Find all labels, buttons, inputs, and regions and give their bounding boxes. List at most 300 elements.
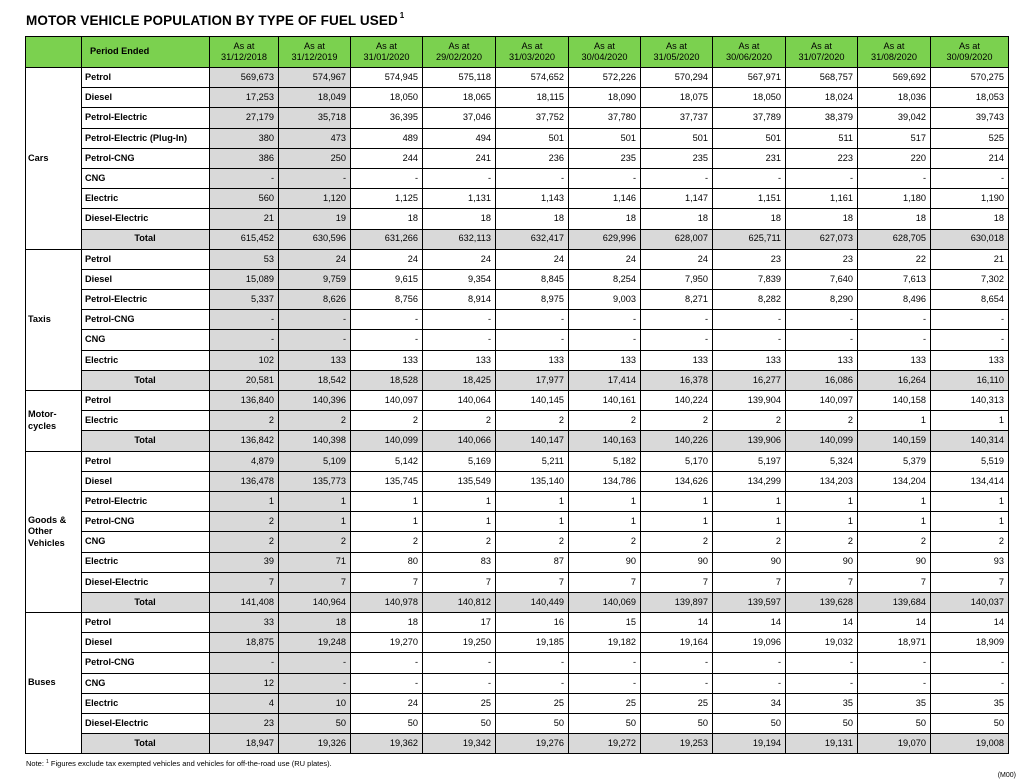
fuel-type-label: Diesel-Electric [82, 572, 210, 592]
value-cell: 80 [351, 552, 423, 572]
value-cell: 135,140 [496, 471, 569, 491]
value-cell: 22 [858, 249, 931, 269]
value-cell: - [713, 673, 786, 693]
value-cell: 1 [496, 491, 569, 511]
value-cell: 35 [858, 693, 931, 713]
value-cell: 136,478 [210, 471, 279, 491]
value-cell: 7,950 [641, 269, 713, 289]
value-cell: 18,971 [858, 633, 931, 653]
value-cell: 133 [641, 350, 713, 370]
value-cell: - [569, 330, 641, 350]
value-cell: 18 [279, 613, 351, 633]
value-cell: 19,164 [641, 633, 713, 653]
value-cell: 18,024 [786, 88, 858, 108]
table-header [26, 37, 1009, 68]
value-cell: 615,452 [210, 229, 279, 249]
value-cell: 140,099 [786, 431, 858, 451]
value-cell: 134,299 [713, 471, 786, 491]
table-row [26, 471, 1009, 491]
value-cell: 1 [279, 512, 351, 532]
value-cell: 2 [569, 411, 641, 431]
value-cell: 24 [641, 249, 713, 269]
value-cell: 18,115 [496, 88, 569, 108]
period-column-header: As at 31/12/2019 [279, 37, 351, 68]
value-cell: 18,065 [423, 88, 496, 108]
value-cell: 2 [210, 411, 279, 431]
value-cell: - [858, 330, 931, 350]
total-row [26, 734, 1009, 754]
fuel-type-label: Diesel [82, 633, 210, 653]
title-footnote-mark: 1 [399, 11, 405, 20]
period-column-header: As at 31/03/2020 [496, 37, 569, 68]
value-cell: 386 [210, 148, 279, 168]
value-cell: 24 [351, 693, 423, 713]
value-cell: 134,626 [641, 471, 713, 491]
value-cell: 16,110 [931, 370, 1009, 390]
table-row [26, 168, 1009, 188]
value-cell: 140,069 [569, 592, 641, 612]
value-cell: 133 [351, 350, 423, 370]
value-cell: 50 [423, 714, 496, 734]
value-cell: 23 [786, 249, 858, 269]
value-cell: 139,897 [641, 592, 713, 612]
value-cell: 50 [569, 714, 641, 734]
value-cell: 7 [713, 572, 786, 592]
fuel-type-label: CNG [82, 673, 210, 693]
value-cell: 1 [423, 491, 496, 511]
value-cell: 9,003 [569, 290, 641, 310]
value-cell: - [351, 330, 423, 350]
value-cell: 2 [569, 532, 641, 552]
value-cell: 18,909 [931, 633, 1009, 653]
value-cell: 1 [351, 512, 423, 532]
value-cell: 16,264 [858, 370, 931, 390]
value-cell: 12 [210, 673, 279, 693]
value-cell: 140,964 [279, 592, 351, 612]
value-cell: 50 [351, 714, 423, 734]
fuel-type-label: CNG [82, 532, 210, 552]
value-cell: 5,170 [641, 451, 713, 471]
value-cell: 140,812 [423, 592, 496, 612]
value-cell: 14 [786, 613, 858, 633]
table-row [26, 491, 1009, 511]
period-column-header: As at 31/12/2018 [210, 37, 279, 68]
value-cell: 18 [423, 209, 496, 229]
fuel-type-label: Diesel [82, 269, 210, 289]
value-cell: 2 [210, 512, 279, 532]
total-row [26, 431, 1009, 451]
value-cell: - [423, 168, 496, 188]
value-cell: 1 [786, 512, 858, 532]
value-cell: - [931, 673, 1009, 693]
header-corner [26, 37, 82, 68]
value-cell: 1,180 [858, 189, 931, 209]
total-label: Total [82, 370, 210, 390]
table-row [26, 330, 1009, 350]
value-cell: 16,277 [713, 370, 786, 390]
vehicle-group-label: Cars [26, 68, 82, 250]
value-cell: 14 [858, 613, 931, 633]
value-cell: 50 [641, 714, 713, 734]
table-row [26, 209, 1009, 229]
value-cell: 16,378 [641, 370, 713, 390]
value-cell: 83 [423, 552, 496, 572]
value-cell: 71 [279, 552, 351, 572]
value-cell: 5,142 [351, 451, 423, 471]
value-cell: - [423, 310, 496, 330]
fuel-type-label: Petrol-Electric (Plug-In) [82, 128, 210, 148]
value-cell: 1 [931, 411, 1009, 431]
fuel-type-label: Electric [82, 189, 210, 209]
value-cell: 1,146 [569, 189, 641, 209]
value-cell: 5,211 [496, 451, 569, 471]
value-cell: 35 [786, 693, 858, 713]
value-cell: 1 [713, 512, 786, 532]
value-cell: 2 [786, 532, 858, 552]
value-cell: 50 [496, 714, 569, 734]
value-cell: 631,266 [351, 229, 423, 249]
value-cell: 501 [641, 128, 713, 148]
value-cell: 525 [931, 128, 1009, 148]
total-label: Total [82, 431, 210, 451]
value-cell: 18,050 [713, 88, 786, 108]
value-cell: 1,125 [351, 189, 423, 209]
period-column-header: As at 31/08/2020 [858, 37, 931, 68]
table-row [26, 633, 1009, 653]
value-cell: 569,673 [210, 68, 279, 88]
value-cell: 628,007 [641, 229, 713, 249]
value-cell: 18 [931, 209, 1009, 229]
value-cell: 133 [496, 350, 569, 370]
value-cell: 20,581 [210, 370, 279, 390]
value-cell: - [858, 168, 931, 188]
value-cell: 140,313 [931, 391, 1009, 411]
table-row [26, 189, 1009, 209]
period-column-header: As at 31/01/2020 [351, 37, 423, 68]
value-cell: - [569, 310, 641, 330]
value-cell: 1 [858, 491, 931, 511]
value-cell: - [279, 330, 351, 350]
value-cell: 24 [351, 249, 423, 269]
value-cell: 37,789 [713, 108, 786, 128]
value-cell: 18,053 [931, 88, 1009, 108]
value-cell: 17,253 [210, 88, 279, 108]
value-cell: 8,845 [496, 269, 569, 289]
value-cell: 7 [210, 572, 279, 592]
value-cell: 33 [210, 613, 279, 633]
value-cell: 25 [423, 693, 496, 713]
value-cell: 135,773 [279, 471, 351, 491]
value-cell: 139,906 [713, 431, 786, 451]
value-cell: 134,786 [569, 471, 641, 491]
value-cell: 8,914 [423, 290, 496, 310]
value-cell: 632,417 [496, 229, 569, 249]
value-cell: 2 [423, 411, 496, 431]
value-cell: 5,197 [713, 451, 786, 471]
table-row [26, 532, 1009, 552]
value-cell: 1 [713, 491, 786, 511]
value-cell: 231 [713, 148, 786, 168]
period-column-header: As at 30/04/2020 [569, 37, 641, 68]
value-cell: - [351, 673, 423, 693]
value-cell: 50 [279, 714, 351, 734]
value-cell: 1 [931, 491, 1009, 511]
value-cell: 24 [423, 249, 496, 269]
value-cell: 214 [931, 148, 1009, 168]
value-cell: 25 [641, 693, 713, 713]
value-cell: 141,408 [210, 592, 279, 612]
vehicle-group-label: Taxis [26, 249, 82, 390]
value-cell: 7 [931, 572, 1009, 592]
total-row [26, 229, 1009, 249]
value-cell: 8,756 [351, 290, 423, 310]
value-cell: 37,046 [423, 108, 496, 128]
period-column-header: As at 30/06/2020 [713, 37, 786, 68]
value-cell: 2 [279, 532, 351, 552]
value-cell: 90 [569, 552, 641, 572]
value-cell: - [210, 168, 279, 188]
value-cell: 574,652 [496, 68, 569, 88]
value-cell: 90 [713, 552, 786, 572]
value-cell: 511 [786, 128, 858, 148]
value-cell: - [279, 653, 351, 673]
value-cell: - [713, 310, 786, 330]
value-cell: 1 [569, 512, 641, 532]
value-cell: 235 [641, 148, 713, 168]
value-cell: 140,161 [569, 391, 641, 411]
value-cell: 2 [931, 532, 1009, 552]
value-cell: 135,549 [423, 471, 496, 491]
value-cell: 2 [496, 411, 569, 431]
value-cell: 625,711 [713, 229, 786, 249]
value-cell: 9,615 [351, 269, 423, 289]
table-row [26, 512, 1009, 532]
value-cell: - [569, 673, 641, 693]
value-cell: 133 [713, 350, 786, 370]
value-cell: - [423, 673, 496, 693]
value-cell: 21 [931, 249, 1009, 269]
value-cell: 14 [713, 613, 786, 633]
value-cell: 223 [786, 148, 858, 168]
fuel-type-label: Petrol-Electric [82, 108, 210, 128]
value-cell: - [423, 330, 496, 350]
total-label: Total [82, 734, 210, 754]
value-cell: - [641, 330, 713, 350]
value-cell: 1,151 [713, 189, 786, 209]
value-cell: 50 [931, 714, 1009, 734]
value-cell: - [786, 310, 858, 330]
period-column-header: As at 31/07/2020 [786, 37, 858, 68]
value-cell: 1 [351, 491, 423, 511]
value-cell: 8,271 [641, 290, 713, 310]
value-cell: - [786, 673, 858, 693]
value-cell: 1 [931, 512, 1009, 532]
period-column-header: As at 31/05/2020 [641, 37, 713, 68]
value-cell: 241 [423, 148, 496, 168]
value-cell: 39,743 [931, 108, 1009, 128]
value-cell: - [279, 310, 351, 330]
value-cell: 5,182 [569, 451, 641, 471]
value-cell: - [351, 653, 423, 673]
value-cell: 19,250 [423, 633, 496, 653]
value-cell: 18,947 [210, 734, 279, 754]
fuel-type-label: Petrol [82, 68, 210, 88]
value-cell: 4 [210, 693, 279, 713]
value-cell: 1 [279, 491, 351, 511]
value-cell: 135,745 [351, 471, 423, 491]
value-cell: - [496, 330, 569, 350]
value-cell: 1 [641, 491, 713, 511]
value-cell: - [931, 168, 1009, 188]
value-cell: - [786, 330, 858, 350]
value-cell: 17,414 [569, 370, 641, 390]
value-cell: 489 [351, 128, 423, 148]
value-cell: 134,203 [786, 471, 858, 491]
value-cell: 8,282 [713, 290, 786, 310]
value-cell: - [496, 673, 569, 693]
value-cell: 19 [279, 209, 351, 229]
value-cell: 39,042 [858, 108, 931, 128]
value-cell: 244 [351, 148, 423, 168]
value-cell: - [496, 310, 569, 330]
table-row [26, 693, 1009, 713]
value-cell: 14 [931, 613, 1009, 633]
value-cell: - [569, 653, 641, 673]
value-cell: 140,398 [279, 431, 351, 451]
value-cell: 1 [858, 512, 931, 532]
value-cell: 19,276 [496, 734, 569, 754]
value-cell: 19,362 [351, 734, 423, 754]
value-cell: 1,143 [496, 189, 569, 209]
value-cell: 2 [641, 532, 713, 552]
value-cell: 494 [423, 128, 496, 148]
table-body [26, 68, 1009, 754]
value-cell: 14 [641, 613, 713, 633]
value-cell: 2 [496, 532, 569, 552]
value-cell: 1 [786, 491, 858, 511]
value-cell: 39 [210, 552, 279, 572]
value-cell: 628,705 [858, 229, 931, 249]
value-cell: 16,086 [786, 370, 858, 390]
value-cell: 18,049 [279, 88, 351, 108]
value-cell: 2 [786, 411, 858, 431]
value-cell: - [351, 310, 423, 330]
value-cell: 570,294 [641, 68, 713, 88]
value-cell: 236 [496, 148, 569, 168]
table-row [26, 411, 1009, 431]
value-cell: - [858, 673, 931, 693]
value-cell: 18,425 [423, 370, 496, 390]
value-cell: 8,975 [496, 290, 569, 310]
value-cell: 16 [496, 613, 569, 633]
value-cell: - [496, 168, 569, 188]
value-cell: 501 [496, 128, 569, 148]
value-cell: 18,050 [351, 88, 423, 108]
value-cell: 8,496 [858, 290, 931, 310]
table-row [26, 269, 1009, 289]
value-cell: - [423, 653, 496, 673]
value-cell: 133 [786, 350, 858, 370]
value-cell: 8,654 [931, 290, 1009, 310]
value-cell: 2 [713, 532, 786, 552]
value-cell: 7 [786, 572, 858, 592]
value-cell: - [641, 310, 713, 330]
value-cell: 19,326 [279, 734, 351, 754]
value-cell: - [931, 310, 1009, 330]
value-cell: 5,109 [279, 451, 351, 471]
value-cell: 90 [858, 552, 931, 572]
value-cell: 140,224 [641, 391, 713, 411]
value-cell: 2 [351, 411, 423, 431]
page-reference: (M00) [997, 772, 1016, 779]
value-cell: 1 [641, 512, 713, 532]
value-cell: 2 [423, 532, 496, 552]
value-cell: 630,596 [279, 229, 351, 249]
value-cell: 17,977 [496, 370, 569, 390]
value-cell: 1,131 [423, 189, 496, 209]
value-cell: - [210, 310, 279, 330]
value-cell: 18,542 [279, 370, 351, 390]
table-row [26, 148, 1009, 168]
value-cell: 36,395 [351, 108, 423, 128]
value-cell: 37,752 [496, 108, 569, 128]
value-cell: 18 [351, 209, 423, 229]
value-cell: 4,879 [210, 451, 279, 471]
value-cell: 630,018 [931, 229, 1009, 249]
value-cell: 139,597 [713, 592, 786, 612]
table-row [26, 673, 1009, 693]
value-cell: 18,036 [858, 88, 931, 108]
total-row [26, 592, 1009, 612]
total-label: Total [82, 229, 210, 249]
value-cell: 1 [210, 491, 279, 511]
value-cell: - [210, 653, 279, 673]
value-cell: 18,075 [641, 88, 713, 108]
value-cell: 19,270 [351, 633, 423, 653]
value-cell: 90 [641, 552, 713, 572]
value-cell: 140,163 [569, 431, 641, 451]
value-cell: - [641, 168, 713, 188]
value-cell: 15,089 [210, 269, 279, 289]
table-row [26, 350, 1009, 370]
value-cell: 140,159 [858, 431, 931, 451]
value-cell: - [858, 310, 931, 330]
fuel-type-label: Petrol-CNG [82, 310, 210, 330]
value-cell: 1,120 [279, 189, 351, 209]
value-cell: - [496, 653, 569, 673]
value-cell: 517 [858, 128, 931, 148]
value-cell: 569,692 [858, 68, 931, 88]
value-cell: 133 [279, 350, 351, 370]
value-cell: 35,718 [279, 108, 351, 128]
value-cell: 220 [858, 148, 931, 168]
value-cell: 140,064 [423, 391, 496, 411]
value-cell: 19,070 [858, 734, 931, 754]
value-cell: 568,757 [786, 68, 858, 88]
table-row [26, 249, 1009, 269]
fuel-type-label: Electric [82, 350, 210, 370]
fuel-type-label: Petrol-CNG [82, 148, 210, 168]
value-cell: 19,008 [931, 734, 1009, 754]
fuel-type-label: Electric [82, 411, 210, 431]
value-cell: 15 [569, 613, 641, 633]
footnote: Note: $^1$ Figures exclude tax exempted vehicles and vehicles for off-the-road use (RU plates). [26, 759, 332, 768]
value-cell: 140,449 [496, 592, 569, 612]
page-title: MOTOR VEHICLE POPULATION BY TYPE OF FUEL USED $^1$ [26, 11, 405, 28]
value-cell: 2 [210, 532, 279, 552]
value-cell: 134,204 [858, 471, 931, 491]
value-cell: - [786, 168, 858, 188]
